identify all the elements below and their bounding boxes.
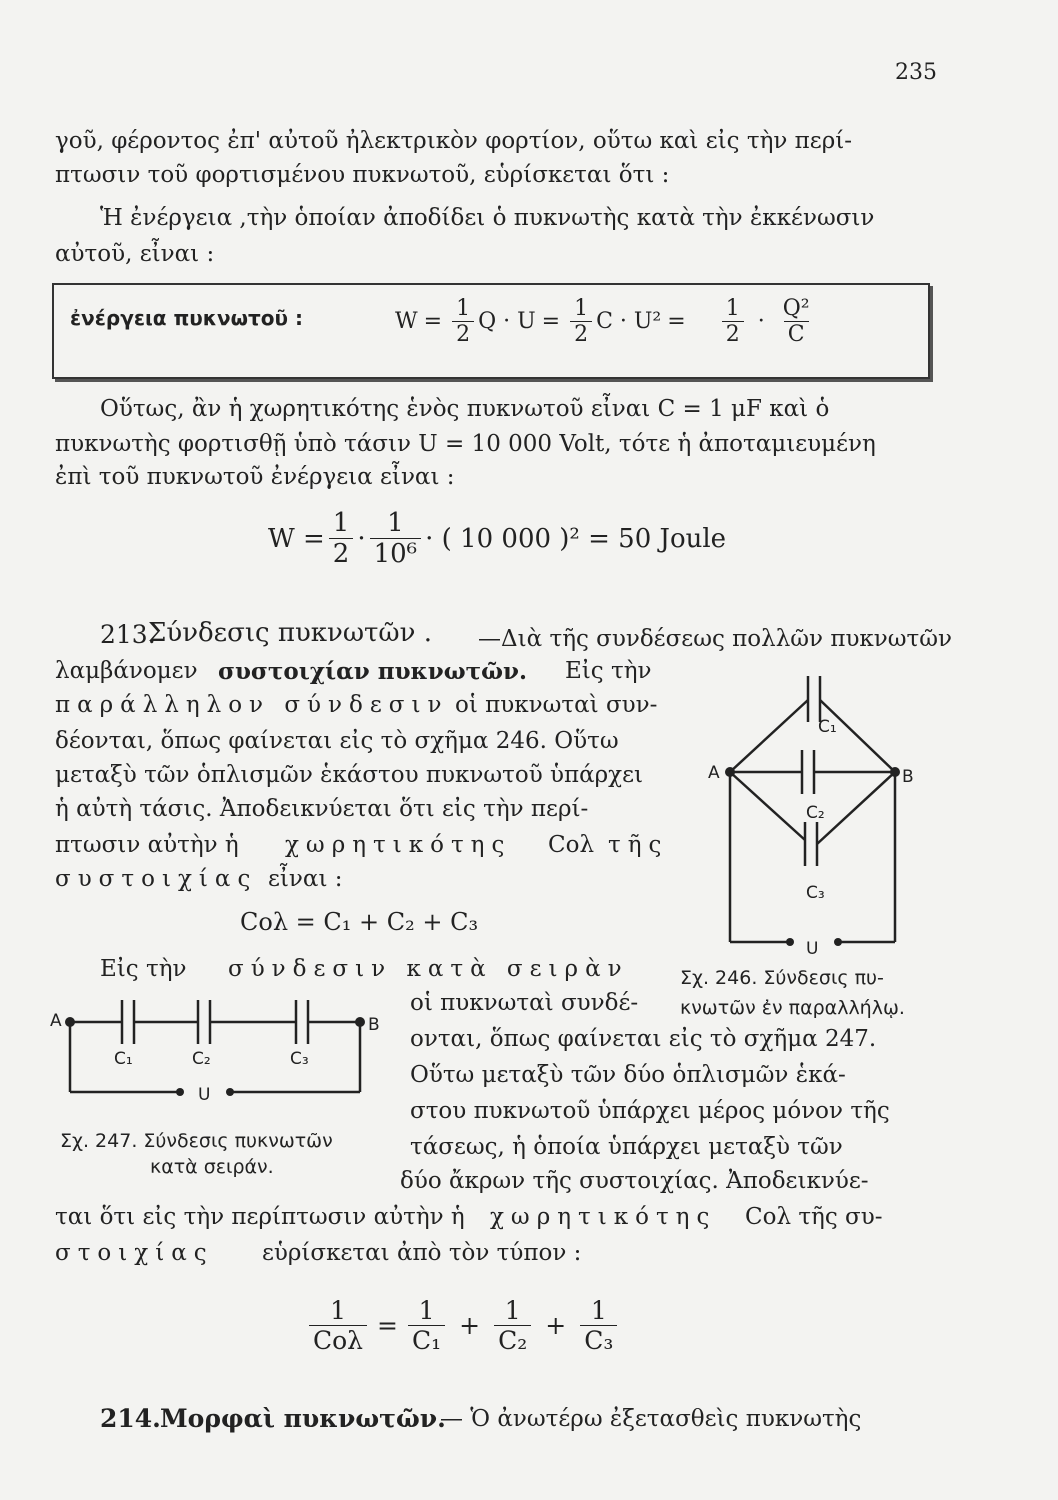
series-label-C3: C₃ [290, 1049, 309, 1069]
label-C3: C₃ [806, 883, 825, 903]
s213-line-1-rest: —Διὰ τῆς συνδέσεως πολλῶν πυκνωτῶν [478, 626, 952, 652]
series-line-8a: ται ὅτι εἰς τὴν περίπτωσιν αὐτὴν ἡ [55, 1204, 465, 1230]
label-A: A [708, 763, 720, 783]
series-frac-C3: $\frac{1}{\text{C₃}}$ [580, 1296, 617, 1355]
series-line-2: οἱ πυκνωταὶ συνδέ- [410, 990, 639, 1016]
intro-line-1: γοῦ, φέροντος ἐπ' αὐτοῦ ἠλεκτρικὸν φορτίον, οὕτω καὶ εἰς τὴν περί- [55, 128, 853, 154]
figure-246-caption-1: Σχ. 246. Σύνδεσις πυ- [680, 967, 884, 989]
figure-247-caption-1: Σχ. 247. Σύνδεσις πυκνωτῶν [60, 1130, 333, 1152]
label-U: U [806, 939, 819, 959]
page-number: 235 [895, 60, 937, 85]
series-label-C1: C₁ [114, 1049, 133, 1069]
s213-line-2b: συστοιχίαν πυκνωτῶν. [218, 658, 527, 685]
section-213-title: Σύνδεσις πυκνωτῶν . [148, 618, 432, 648]
s213-line-4: δέονται, ὅπως φαίνεται εἰς τὸ σχῆμα 246. Οὕτω [55, 728, 619, 754]
energy-eq-1: = [423, 309, 443, 334]
series-terminal-left-dot [176, 1088, 184, 1096]
series-label-A: A [50, 1011, 62, 1031]
energy-eq-3: = [667, 309, 686, 334]
terminal-right-dot [834, 938, 842, 946]
energy-eq-2: = [541, 309, 561, 334]
s213-line-5: μεταξὺ τῶν ὁπλισμῶν ἑκάστου πυκνωτοῦ ὑπάρχει [55, 762, 644, 788]
node-A-dot [725, 767, 735, 777]
example-line-3: ἐπὶ τοῦ πυκνωτοῦ ἐνέργεια εἶναι : [55, 464, 455, 490]
series-node-A-dot [65, 1017, 75, 1027]
s213-line-7c: Cολ [548, 832, 595, 858]
s213-line-7d: τῆς [608, 832, 669, 858]
series-line-8c: Cολ τῆς συ- [745, 1204, 883, 1230]
series-line-5: στου πυκνωτοῦ ὑπάρχει μέρος μόνον τῆς [410, 1098, 890, 1124]
energy-half-2: $\frac{1}{2}$ [570, 296, 592, 347]
section-214-number: 214. [100, 1404, 161, 1433]
series-line-1a: Εἰς τὴν [100, 956, 187, 982]
series-line-3: ονται, ὅπως φαίνεται εἰς τὸ σχῆμα 247. [410, 1026, 877, 1052]
energy-label: ἐνέργεια πυκνωτοῦ : [70, 306, 303, 330]
energy-Q2-over-C: $\frac{\text{Q²}}{C}$ [782, 296, 810, 347]
figure-247-series-diagram [50, 996, 400, 1111]
energy-dot: · [757, 309, 765, 334]
figure-246-caption-2: κνωτῶν ἐν παραλλήλῳ. [680, 997, 905, 1019]
example-line-1: Οὕτως, ἂν ἡ χωρητικότης ἑνὸς πυκνωτοῦ εἶναι C = 1 μF καὶ ὁ [100, 396, 830, 422]
s213-line-7a: πτωσιν αὐτὴν ἡ [55, 832, 239, 858]
series-label-B: B [368, 1015, 380, 1035]
series-line-9a: στοιχίας [55, 1240, 214, 1266]
parallel-formula: Cολ = C₁ + C₂ + C₃ [240, 908, 479, 936]
energy-QU: Q · U [478, 309, 536, 334]
example-line-2: πυκνωτὴς φορτισθῇ ὑπὸ τάσιν U = 10 000 Volt, τότε ἡ ἀποταμιευμένη [55, 431, 876, 457]
label-C1: C₁ [818, 717, 837, 737]
energy-formula [395, 296, 818, 347]
series-line-1b: σύνδεσιν κατὰ σειρὰν [228, 956, 629, 982]
s213-line-8a: συστοιχίας [55, 866, 258, 892]
series-line-8b: χωρητικότης [490, 1204, 717, 1230]
intro-line-4: αὐτοῦ, εἶναι : [55, 241, 215, 267]
s213-line-3a: παράλληλον σύνδεσιν [55, 692, 449, 718]
s213-line-8b: εἶναι : [268, 866, 343, 892]
label-C2: C₂ [806, 803, 825, 823]
s213-line-2a: λαμβάνομεν [55, 658, 198, 684]
example-frac-half: $\frac{1}{2}$ [329, 508, 354, 569]
series-line-4: Οὕτω μεταξὺ τῶν δύο ὁπλισμῶν ἑκά- [410, 1062, 846, 1088]
figure-247-caption-2: κατὰ σειράν. [150, 1156, 274, 1178]
intro-line-2: πτωσιν τοῦ φορτισμένου πυκνωτοῦ, εὑρίσκεται ὅτι : [55, 162, 670, 188]
node-B-dot [890, 767, 900, 777]
series-terminal-right-dot [226, 1088, 234, 1096]
intro-line-3: Ἡ ἐνέργεια ,τὴν ὁποίαν ἀποδίδει ὁ πυκνωτὴς κατὰ τὴν ἐκκένωσιν [100, 205, 875, 231]
terminal-left-dot [786, 938, 794, 946]
series-formula: $\frac{1}{\text{Cολ}}$ = $\frac{1}{\text{C₁}}$ + $\frac{1}{\text{C₂}}$ + $\frac{1}{\text{C₃}}$ [305, 1296, 621, 1355]
series-frac-C2: $\frac{1}{\text{C₂}}$ [494, 1296, 531, 1355]
energy-half-1: $\frac{1}{2}$ [452, 296, 474, 347]
section-213-number: 213. [100, 620, 156, 649]
energy-half-3: $\frac{1}{2}$ [722, 296, 744, 347]
label-B: B [902, 767, 914, 787]
energy-W: W [395, 309, 418, 334]
example-W: W = [268, 523, 325, 554]
section-214-title: Μορφαὶ πυκνωτῶν. [160, 1404, 446, 1433]
section-214-rest: — Ὁ ἀνωτέρω ἐξετασθεὶς πυκνωτὴς [440, 1406, 862, 1432]
series-frac-C1: $\frac{1}{\text{C₁}}$ [408, 1296, 445, 1355]
series-frac-Col: $\frac{1}{\text{Cολ}}$ [309, 1296, 367, 1355]
series-label-C2: C₂ [192, 1049, 211, 1069]
s213-line-2c: Εἰς τὴν [565, 658, 652, 684]
figure-246-parallel-diagram [700, 660, 930, 960]
example-rest: · ( 10 000 )² = 50 Joule [425, 523, 727, 554]
s213-line-7b: χωρητικότης [285, 832, 512, 858]
example-frac-ten6: $\frac{1}{\text{10⁶}}$ [370, 508, 422, 569]
s213-line-3b: οἱ πυκνωταὶ συν- [455, 692, 658, 718]
series-node-B-dot [355, 1017, 365, 1027]
series-label-U: U [198, 1085, 211, 1105]
series-line-6: τάσεως, ἡ ὁποία ὑπάρχει μεταξὺ τῶν [410, 1134, 843, 1160]
energy-CU2: C · U² [596, 309, 662, 334]
series-line-7: δύο ἄκρων τῆς συστοιχίας. Ἀποδεικνύε- [400, 1168, 869, 1194]
series-line-9b: εὑρίσκεται ἀπὸ τὸν τύπον : [262, 1240, 582, 1266]
s213-line-6: ἡ αὐτὴ τάσις. Ἀποδεικνύεται ὅτι εἰς τὴν περί- [55, 796, 589, 822]
example-formula: W = $\frac{1}{2}$ · $\frac{1}{\text{10⁶}}$ · ( 10 000 )² = 50 Joule [268, 508, 727, 569]
